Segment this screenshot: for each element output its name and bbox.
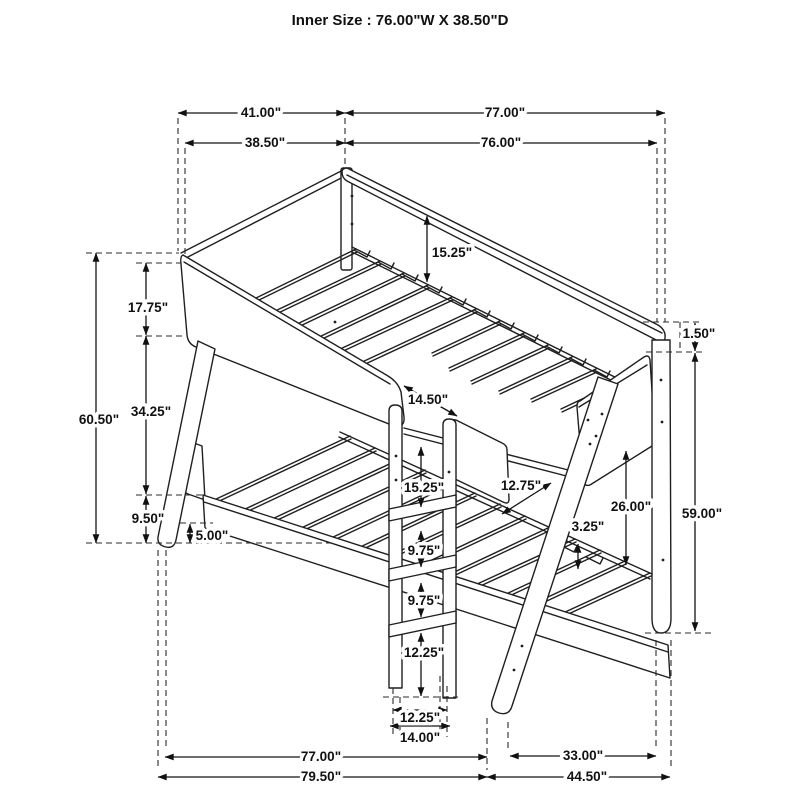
dim-label-bottom-length-inner: 77.00" [300, 749, 342, 764]
right-back-leg [652, 340, 671, 633]
upper-headboard [181, 168, 352, 270]
dim-label-ladder-width-inner: 12.25" [399, 710, 441, 725]
dim-label-ladder-top-spacing: 15.25" [403, 480, 445, 495]
dim-label-rung-to-floor: 12.25" [403, 645, 445, 660]
dim-label-headboard-height: 17.75" [127, 300, 169, 315]
dim-label-lower-headboard-gap: 12.75" [500, 478, 542, 493]
dim-label-ladder-width-outer: 14.00" [399, 730, 441, 745]
dim-label-overall-height: 60.50" [78, 412, 120, 427]
dim-label-bottom-end-outer: 44.50" [566, 769, 608, 784]
dim-label-bottom-length-outer: 79.50" [300, 769, 342, 784]
dim-label-top-width-outer: 41.00" [240, 105, 282, 120]
upper-back-guardrail [342, 168, 665, 344]
page-title: Inner Size : 76.00"W X 38.50"D [291, 12, 509, 29]
dim-label-upper-to-lower-rail: 34.25" [130, 404, 172, 419]
dim-label-footboard-height: 26.00" [610, 499, 652, 514]
dim-label-top-length-outer: 77.00" [484, 105, 526, 120]
dim-label-guardrail-above-slats: 15.25" [431, 245, 473, 260]
ladder-left-rail [389, 405, 402, 688]
dim-label-lower-rail-height: 9.50" [131, 511, 165, 526]
dim-label-slat-stack-height: 3.25" [571, 519, 605, 534]
dim-label-rung-spacing-upper: 9.75" [407, 543, 441, 558]
dim-label-ladder-opening: 14.50" [407, 392, 449, 407]
dim-label-rung-spacing-lower: 9.75" [407, 593, 441, 608]
bed-drawing [158, 168, 671, 714]
dim-label-leg-foot-height: 5.00" [195, 528, 229, 543]
dim-label-side-rail-height: 59.00" [681, 506, 723, 521]
dim-label-top-width-inner: 38.50" [244, 135, 286, 150]
dim-label-bottom-end-width: 33.00" [562, 748, 604, 763]
dim-label-top-length-inner: 76.00" [480, 135, 522, 150]
dim-label-rail-to-leg-top: 1.50" [682, 326, 716, 341]
